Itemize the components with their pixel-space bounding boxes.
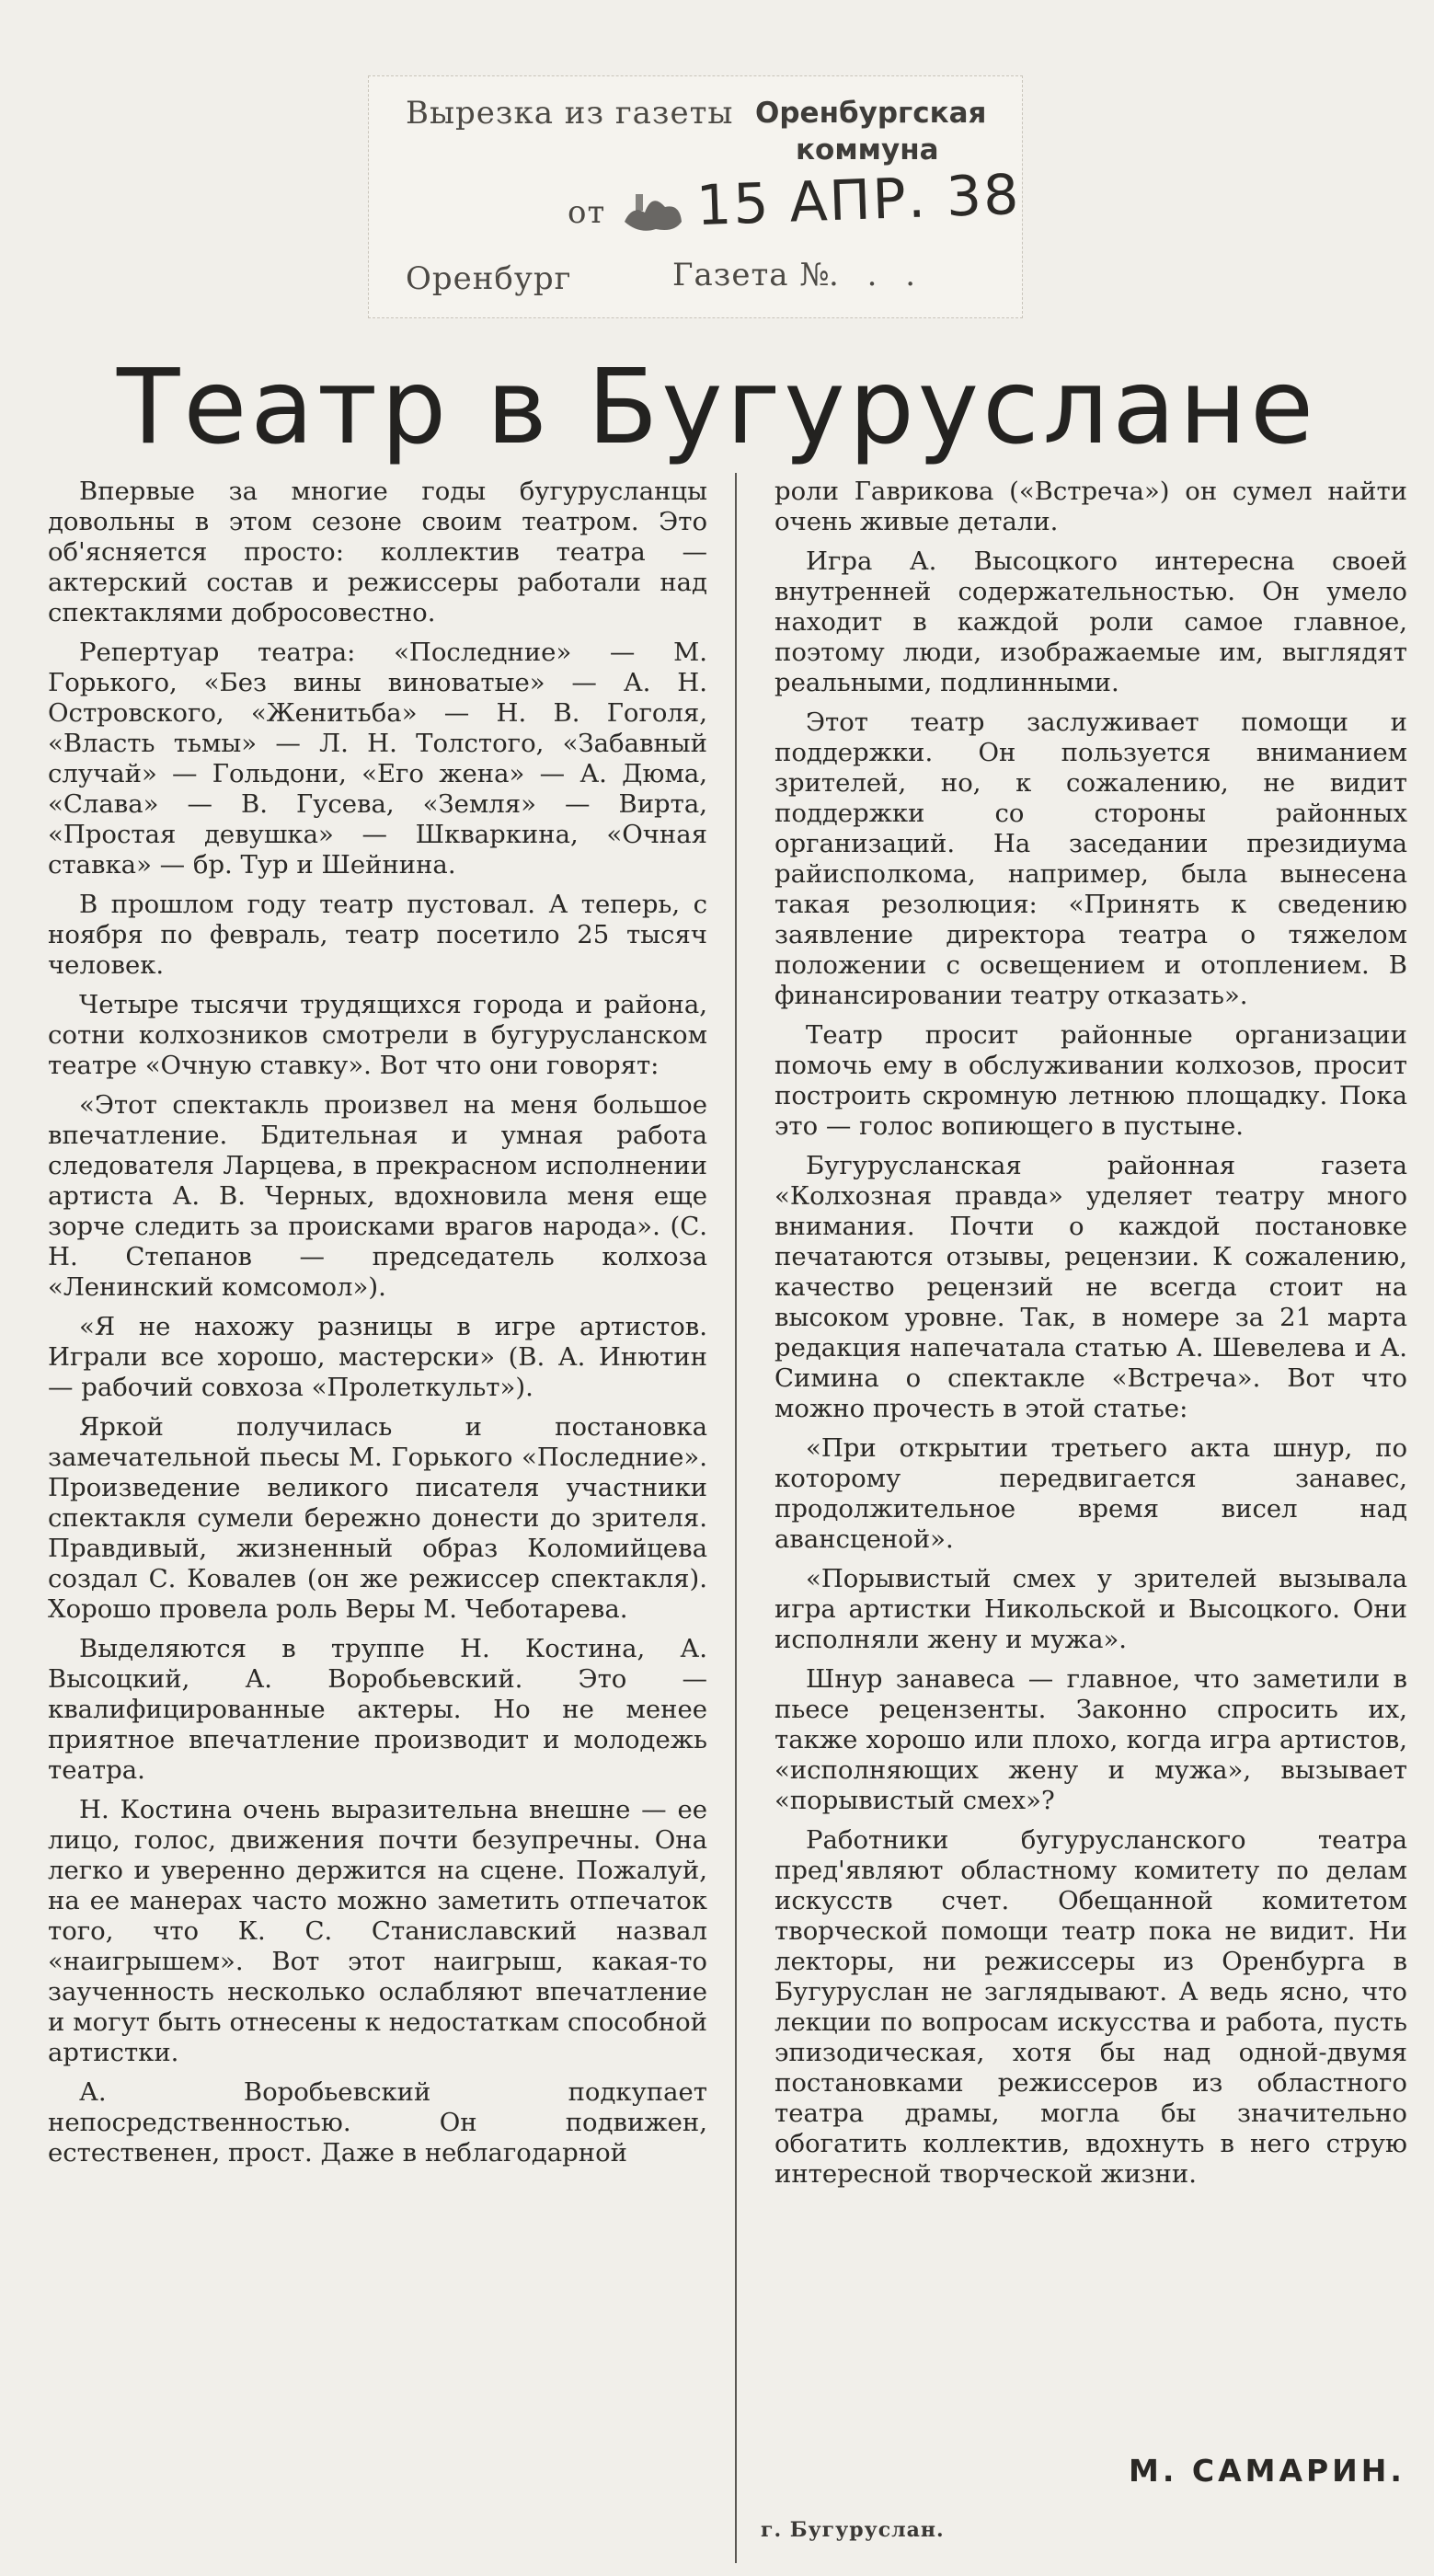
paragraph: Работники бугурусланского театра пред'являют областному комитету по делам искусств счет. Обещанной комитетом творческой помощи театр пока не видит. Ни лекторы, ни режиссеры из Оренбурга в Бугуруслан не заглядывают. А ведь ясно, что лекции по вопросам искусства и работа, пусть эпизодическая, хотя бы над одной-двумя постановками режиссеров из областного театра драмы, могла бы значительно обогатить коллектив, вдохнуть в него струю интересной творческой жизни. (774, 1825, 1407, 2189)
paragraph: Выделяются в труппе Н. Костина, А. Высоцкий, А. Воробьевский. Это — квалифицированные актеры. Но не менее приятное впечатление производит и молодежь театра. (48, 1634, 707, 1785)
paragraph: Игра А. Высоцкого интересна своей внутренней содержательностью. Он умело находит в каждой роли самое главное, поэтому люди, изображаемые им, выглядят реальными, подлинными. (774, 546, 1407, 697)
newspaper-name-line1: Оренбургская (755, 97, 987, 130)
paragraph: Театр просит районные организации помочь ему в обслуживании колхозов, просит построить скромную летнюю площадку. Пока это — голос вопиющего в пустыне. (774, 1020, 1407, 1141)
gazeta-number-label: Газета № (672, 257, 831, 293)
paragraph: «Этот спектакль произвел на меня большое впечатление. Бдительная и умная работа следователя Ларцева, в прекрасном исполнении артиста А. В. Черных, вдохновила меня еще зорче следить за происками врагов народа». (С. Н. Степанов — председатель колхоза «Ленинский комсомол»). (48, 1090, 707, 1302)
paragraph: В прошлом году театр пустовал. А теперь, с ноября по февраль, театр посетило 25 тысяч человек. (48, 890, 707, 980)
column-divider (735, 473, 737, 2563)
paragraph: Впервые за многие годы бугурусланцы довольны в этом сезоне своим театром. Это об'ясняется просто: коллектив театра — актерский состав и режиссеры работали над спектаклями добросовестно. (48, 477, 707, 627)
city-label: Оренбург (406, 260, 572, 297)
paragraph: Этот театр заслуживает помощи и поддержки. Он пользуется вниманием зрителей, но, к сожалению, не видит поддержки со стороны районных организаций. На заседании президиума райисполкома, например, была вынесена такая резолюция: «Принять к сведению заявление директора театра о тяжелом положении с освещением и отоплением. В финансировании театру отказать». (774, 707, 1407, 1010)
right-column (774, 477, 1407, 2199)
paragraph: Яркой получилась и постановка замечательной пьесы М. Горького «Последние». Произведение великого писателя участники спектакля сумели бережно донести до зрителя. Правдивый, жизненный образ Коломийцева создал С. Ковалев (он же режиссер спектакля). Хорошо провела роль Веры М. Чеботарева. (48, 1412, 707, 1624)
paragraph: Бугурусланская районная газета «Колхозная правда» уделяет театру много внимания. Почти о каждой постановке печатаются отзывы, рецензии. К сожалению, качество рецензий не всегда стоит на высоком уровне. Так, в номере за 21 марта редакция напечатала статью А. Шевелева и А. Симина о спектакле «Встреча». Вот что можно прочесть в этой статье: (774, 1151, 1407, 1423)
clipping-label: Вырезка из газеты (406, 95, 734, 132)
from-label: от (568, 194, 606, 231)
paragraph: Н. Костина очень выразительна внешне — ее лицо, голос, движения почти безупречны. Она легко и уверенно держится на сцене. Пожалуй, на ее манерах часто можно заметить отпечаток того, что К. С. Станиславский назвал «наигрышем». Вот этот наигрыш, какая-то заученность несколько ослабляют впечатление и могут быть отнесены к недостаткам способной артистки. (48, 1795, 707, 2067)
paragraph: «Я не нахожу разницы в игре артистов. Играли все хорошо, мастерски» (В. А. Инютин — рабочий совхоза «Пролеткульт»). (48, 1312, 707, 1402)
clipping-stamp (368, 75, 1023, 318)
author-signature: М. САМАРИН. (1129, 2453, 1405, 2489)
paragraph: А. Воробьевский подкупает непосредственностью. Он подвижен, естественен, прост. Даже в неблагодарной (48, 2077, 707, 2168)
left-column (48, 477, 707, 2178)
ink-smudge-icon (619, 185, 687, 236)
gazeta-number-dots: . . . (829, 257, 925, 293)
newspaper-name-line2: коммуна (796, 133, 939, 167)
paragraph: Четыре тысячи трудящихся города и района, сотни колхозников смотрели в бугурусланском театре «Очную ставку». Вот что они говорят: (48, 990, 707, 1080)
dateline-place: г. Бугуруслан. (761, 2518, 945, 2542)
paragraph: «При открытии третьего акта шнур, по которому передвигается занавес, продолжительное время висел над авансценой». (774, 1433, 1407, 1554)
paragraph: Репертуар театра: «Последние» — М. Горького, «Без вины виноватые» — А. Н. Островского, «Женитьба» — Н. В. Гоголя, «Власть тьмы» — Л. Н. Толстого, «Забавный случай» — Гольдони, «Его жена» — А. Дюма, «Слава» — В. Гусева, «Земля» — Вирта, «Простая девушка» — Шкваркина, «Очная ставка» — бр. Тур и Шейнина. (48, 638, 707, 880)
paragraph: «Порывистый смех у зрителей вызывала игра артистки Никольской и Высоцкого. Они исполняли жену и мужа». (774, 1564, 1407, 1654)
paragraph: Шнур занавеса — главное, что заметили в пьесе рецензенты. Законно спросить их, также хорошо или плохо, когда игра артистов, «исполняющих жену и мужа», вызывает «порывистый смех»? (774, 1664, 1407, 1815)
article-title: Театр в Бугуруслане (116, 348, 1318, 467)
paragraph: роли Гаврикова («Встреча») он сумел найти очень живые детали. (774, 477, 1407, 536)
handwritten-date: 15 АПР. 38 (694, 162, 1022, 239)
